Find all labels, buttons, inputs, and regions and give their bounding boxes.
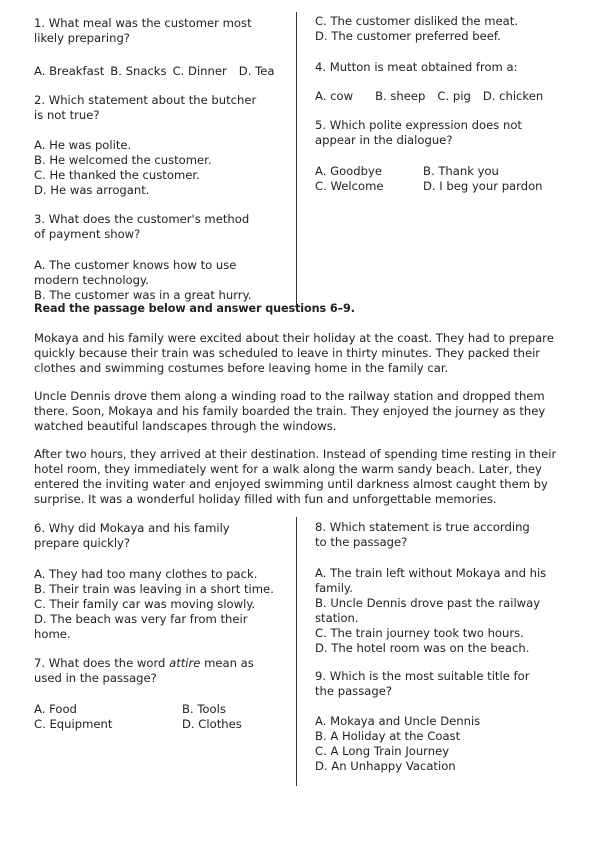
- passage-paragraph-3: After two hours, they arrived at their destination. Instead of spending time resting in their hotel room, they immediately went for a walk along the warm sandy beach. Later, they entered the inviting water and enjoyed swimming until darkness almost caught them by surprise. It was a wonderful holiday filled with fun and unforgettable memories.: [34, 447, 557, 506]
- question-7-options: [34, 702, 242, 732]
- q4-option-d[interactable]: D. chicken: [482, 89, 544, 103]
- passage-paragraph-2: Uncle Dennis drove them along a winding road to the railway station and dropped them there. Soon, Mokaya and his family boarded the train. They enjoyed the journey as they watched beautiful landscapes through the windows.: [34, 389, 546, 433]
- q9-option-c[interactable]: C. A Long Train Journey: [315, 744, 450, 758]
- q7-option-c[interactable]: C. Equipment: [34, 717, 113, 731]
- question-2-stem: 2. Which statement about the butcher is not true?: [34, 93, 257, 122]
- q5-option-d[interactable]: D. I beg your pardon: [423, 179, 543, 193]
- q8-option-c[interactable]: C. The train journey took two hours.: [315, 626, 524, 640]
- q9-option-a[interactable]: A. Mokaya and Uncle Dennis: [315, 714, 481, 728]
- q7-option-b[interactable]: B. Tools: [182, 702, 226, 716]
- question-8-stem: 8. Which statement is true according to the passage?: [315, 520, 530, 549]
- q1-option-d[interactable]: D. Tea: [238, 64, 275, 78]
- q2-option-d[interactable]: D. He was arrogant.: [34, 183, 150, 197]
- passage: [34, 331, 562, 507]
- q2-option-c[interactable]: C. He thanked the customer.: [34, 168, 200, 182]
- q6-option-c[interactable]: C. Their family car was moving slowly.: [34, 597, 256, 611]
- q7-option-a[interactable]: A. Food: [34, 702, 77, 716]
- column-divider-bottom: [296, 517, 297, 786]
- question-9-options: [315, 714, 480, 774]
- q5-option-a[interactable]: A. Goodbye: [315, 164, 382, 178]
- q2-option-b[interactable]: B. He welcomed the customer.: [34, 153, 212, 167]
- question-6-options: [34, 567, 284, 642]
- q3-option-a[interactable]: A. The customer knows how to use modern technology.: [34, 258, 237, 287]
- q8-option-b[interactable]: B. Uncle Dennis drove past the railway station.: [315, 596, 541, 625]
- q8-option-a[interactable]: A. The train left without Mokaya and his family.: [315, 566, 547, 595]
- q2-option-a[interactable]: A. He was polite.: [34, 138, 132, 152]
- q7-stem-post: mean as used in the passage?: [34, 656, 254, 685]
- q5-option-b[interactable]: B. Thank you: [423, 164, 499, 178]
- q4-option-b[interactable]: B. sheep: [375, 89, 426, 103]
- q9-option-d[interactable]: D. An Unhappy Vacation: [315, 759, 456, 773]
- question-6-stem: 6. Why did Mokaya and his family prepare quickly?: [34, 521, 230, 550]
- q6-option-a[interactable]: A. They had too many clothes to pack.: [34, 567, 258, 581]
- q8-option-d[interactable]: D. The hotel room was on the beach.: [315, 641, 530, 655]
- column-divider-top: [296, 12, 297, 305]
- question-4-options: [315, 89, 543, 104]
- question-7-stem: [34, 656, 264, 685]
- q4-option-a[interactable]: A. cow: [315, 89, 354, 103]
- question-3-options-continued: [315, 14, 518, 44]
- q3-option-c[interactable]: C. The customer disliked the meat.: [315, 14, 519, 28]
- passage-instruction: Read the passage below and answer questions 6–9.: [34, 302, 355, 315]
- q7-stem-word: attire: [169, 656, 201, 670]
- q1-option-b[interactable]: B. Snacks: [110, 64, 167, 78]
- question-8-options: [315, 566, 555, 656]
- question-5-options: [315, 164, 543, 194]
- q1-option-c[interactable]: C. Dinner: [172, 64, 227, 78]
- q7-option-d[interactable]: D. Clothes: [182, 717, 242, 731]
- q6-option-b[interactable]: B. Their train was leaving in a short time.: [34, 582, 274, 596]
- passage-paragraph-1: Mokaya and his family were excited about their holiday at the coast. They had to prepare quickly because their train was scheduled to leave in thirty minutes. They packed their clothes and swimming costumes before leaving home in the family car.: [34, 331, 554, 375]
- q3-option-d[interactable]: D. The customer preferred beef.: [315, 29, 501, 43]
- question-1-stem: 1. What meal was the customer most likely preparing?: [34, 16, 252, 45]
- question-9-stem: 9. Which is the most suitable title for the passage?: [315, 669, 530, 698]
- question-2-options: [34, 138, 212, 198]
- question-3-stem: 3. What does the customer's method of payment show?: [34, 212, 250, 241]
- q1-option-a[interactable]: A. Breakfast: [34, 64, 105, 78]
- q5-option-c[interactable]: C. Welcome: [315, 179, 384, 193]
- q9-option-b[interactable]: B. A Holiday at the Coast: [315, 729, 461, 743]
- q3-option-b[interactable]: B. The customer was in a great hurry.: [34, 288, 252, 302]
- q6-option-d[interactable]: D. The beach was very far from their home.: [34, 612, 248, 641]
- question-5-stem: 5. Which polite expression does not appear in the dialogue?: [315, 118, 522, 147]
- q7-stem-pre: 7. What does the word: [34, 656, 170, 670]
- question-4-stem: 4. Mutton is meat obtained from a:: [315, 60, 518, 74]
- question-3-options: [34, 258, 274, 303]
- question-1-options: [34, 64, 274, 79]
- q4-option-c[interactable]: C. pig: [437, 89, 471, 103]
